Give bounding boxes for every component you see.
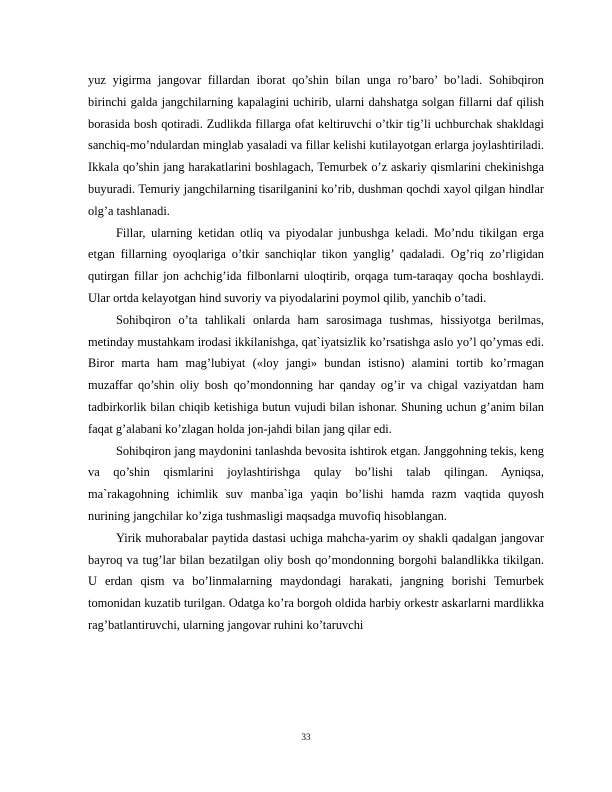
paragraph-5: Yirik muhorabalar paytida dastasi uchiga mahcha-yarim oy shakli qadalgan jangovar bayroq va tug’lar bilan bezatilgan oliy bosh qo’mondonning borgohi balandlikka tikilgan. U erdan qism va bo’linmalarning maydondagi harakati, jangning borishi Temurbek tomonidan kuzatib turilgan. Odatga ko’ra borgoh oldida harbiy orkestr askarlarni mardlikka rag’batlantiruvchi, ularning jangovar ruhini ko’taruvchi <box>88 530 544 632</box>
paragraph-3: Sohibqiron o’ta tahlikali onlarda ham sarosimaga tushmas, hissiyotga berilmas, metinday mustahkam irodasi ikkilanishga, qat`iyatsizlik ko’rsatishga aslo yo’l qo’ymas edi. Biror marta ham mag’lubiyat («loy jangi» bundan istisno) alamini tortib ko’rmagan muzaffar qo’shin oliy bosh qo’mondonning har qanday og’ir va chigal vaziyatdan ham tadbirkorlik bilan chiqib ketishiga butun vujudi bilan ishonar. Shuning uchun g’anim bilan faqat g’alabani ko’zlagan holda jon-jahdi bilan jang qilar edi. <box>88 312 544 436</box>
document-body <box>88 70 544 637</box>
paragraph-4: Sohibqiron jang maydonini tanlashda bevosita ishtirok etgan. Janggohning tekis, keng va qo’shin qismlarini joylashtirishga qulay bo’lishi talab qilingan. Ayniqsa, ma`rakagohning ichimlik suv manba`iga yaqin bo’lishi hamda razm vaqtida quyosh nurining jangchilar ko’ziga tushmasligi maqsadga muvofiq hisoblangan. <box>88 443 544 523</box>
page-number: 33 <box>301 732 311 742</box>
paragraph-2: Fillar, ularning ketidan otliq va piyodalar junbushga keladi. Mo’ndu tikilgan erga etgan fillarning oyoqlariga o’tkir sanchiqlar tikon yanglig’ qadaladi. Og’riq zo’rligidan qutirgan fillar jon achchig’ida filbonlarni uloqtirib, orqaga tum-taraqay qocha boshlaydi. Ular ortda kelayotgan hind suvoriy va piyodalarini poymol qilib, yanchib o’tadi. <box>88 225 544 305</box>
paragraph-1: yuz yigirma jangovar fillardan iborat qo’shin bilan unga ro’baro’ bo’ladi. Sohibqiron birinchi galda jangchilarning kapalagini uchirib, ularni dahshatga solgan fillarni daf qilish borasida bosh qotiradi. Zudlikda fillarga ofat keltiruvchi o’tkir tig’li uchburchak shakldagi sanchiq-mo’ndulardan minglab yasaladi va fillar kelishi kutilayotgan erlarga joylashtiriladi. Ikkala qo’shin jang harakatlarini boshlagach, Temurbek o’z askariy qismlarini chekinishga buyuradi. Temuriy jangchilarning tisarilganini ko’rib, dushman qochdi xayol qilgan hindlar olg’a tashlanadi. <box>88 73 544 218</box>
